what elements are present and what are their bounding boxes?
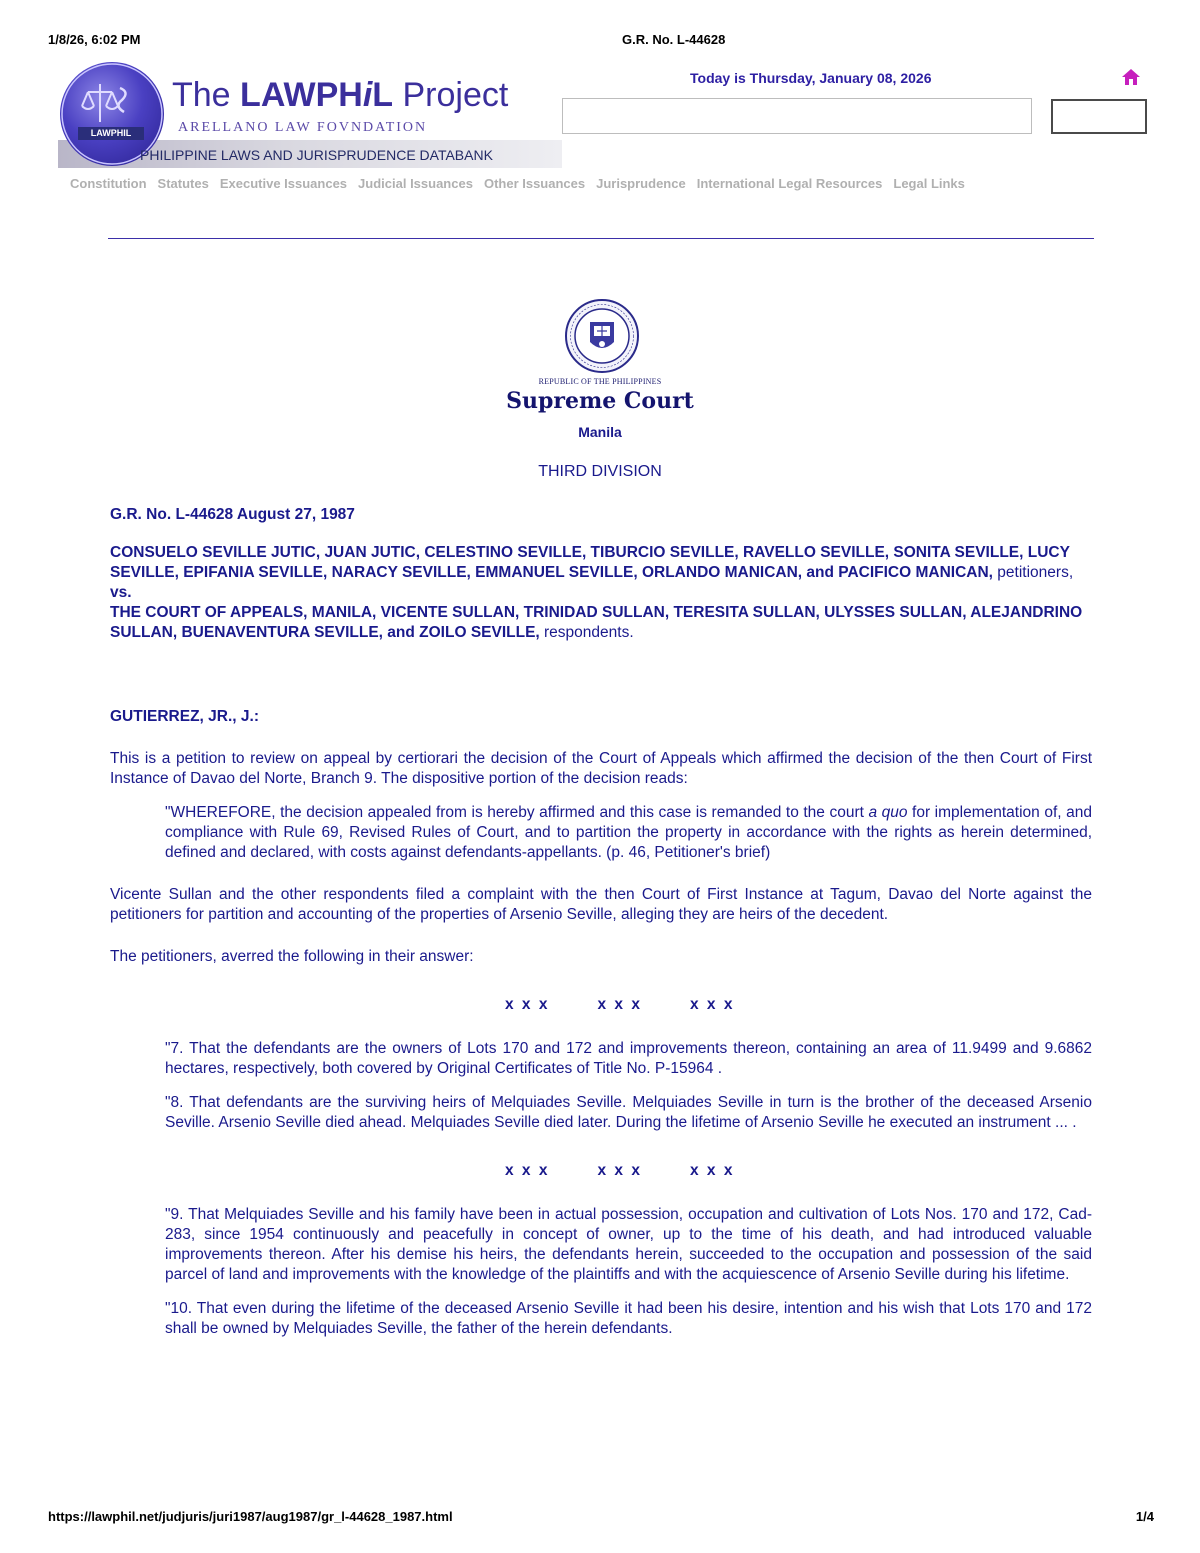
paragraph-3: The petitioners, averred the following in their answer: (110, 948, 474, 965)
lawphil-logo[interactable] (58, 62, 562, 168)
main-nav (70, 176, 965, 191)
decision-content (110, 505, 1092, 1339)
republic-label: REPUBLIC OF THE PHILIPPINES (538, 377, 662, 386)
home-icon[interactable] (1120, 66, 1142, 88)
logo-title-part: i (362, 76, 373, 114)
ellipsis-marker (505, 1161, 1092, 1181)
search-button[interactable] (1051, 99, 1147, 134)
ponente (110, 707, 1092, 727)
nav-international-legal-resources[interactable]: International Legal Resources (696, 176, 883, 191)
search-input[interactable] (562, 98, 1032, 134)
nav-constitution[interactable]: Constitution (70, 176, 147, 191)
logo-title-part: L (372, 76, 394, 114)
petitioners-names: CONSUELO SEVILLE JUTIC, JUAN JUTIC, CELESTINO SEVILLE, TIBURCIO SEVILLE, RAVELLO SEVILLE, SONITA SEVILLE, LUCY SEVILLE, EPIFANIA SEVILLE, NARACY SEVILLE, EMMANUEL SEVILLE, ORLANDO MANICAN, and PACIFICO MANICAN, (110, 544, 1070, 581)
logo-subtitle: ARELLANO LAW FOVNDATION (178, 120, 428, 135)
logo-title-part: LAWPH (240, 76, 363, 114)
nav-statutes[interactable]: Statutes (157, 176, 209, 191)
nav-judicial-issuances[interactable]: Judicial Issuances (358, 176, 473, 191)
logo-title (172, 76, 508, 115)
answer-item-9: "9. That Melquiades Seville and his family have been in actual possession, occupation and cultivation of Lots Nos. 170 and 172, Cad-283, since 1954 continuously and peacefully in concept of owner, up to the time of his death, and had introduced valuable improvements thereon. After his demise his heirs, the defendants herein, succeeded to the occupation and possession of the said parcel of land and improvements with the knowledge of the plaintiffs and with the acquiescence of Arsenio Seville during his lifetime. (165, 1206, 1092, 1283)
quote-wherefore (165, 803, 1092, 863)
quote-italic: a quo (868, 804, 908, 821)
nav-legal-links[interactable]: Legal Links (893, 176, 965, 191)
logo-band-text: PHILIPPINE LAWS AND JURISPRUDENCE DATABANK (140, 147, 493, 163)
respondents-role: respondents. (539, 624, 634, 641)
xxx: x x x (597, 996, 642, 1013)
print-url: https://lawphil.net/judjuris/juri1987/aug1987/gr_l-44628_1987.html (48, 1509, 453, 1524)
logo-title-part: The (172, 76, 241, 114)
court-city: Manila (578, 424, 622, 440)
ellipsis-marker (505, 995, 1092, 1015)
header-divider (108, 238, 1094, 239)
nav-jurisprudence[interactable]: Jurisprudence (596, 176, 686, 191)
xxx: x x x (597, 1162, 642, 1179)
versus-label: vs. (110, 584, 132, 601)
respondents-names: THE COURT OF APPEALS, MANILA, VICENTE SULLAN, TRINIDAD SULLAN, TERESITA SULLAN, ULYSSES SULLAN, ALEJANDRINO SULLAN, BUENAVENTURA SEVILLE, and ZOILO SEVILLE, (110, 604, 1083, 641)
xxx: x x x (505, 996, 550, 1013)
nav-other-issuances[interactable]: Other Issuances (483, 176, 586, 191)
court-name: Supreme Court (506, 388, 694, 414)
quote-text: "WHEREFORE, the decision appealed from is hereby affirmed and this case is remanded to the court (165, 804, 869, 821)
logo-title-part: Project (393, 76, 509, 114)
print-title: G.R. No. L-44628 (622, 32, 726, 47)
answer-item-10: "10. That even during the lifetime of the deceased Arsenio Seville it had been his desire, intention and his wish that Lots 170 and 172 shall be owned by Melquiades Seville, the father of the herein defendants. (165, 1300, 1092, 1337)
answer-item-8: "8. That defendants are the surviving heirs of Melquiades Seville. Melquiades Seville in turn is the brother of the deceased Arsenio Seville. Arsenio Seville died ahead. Melquiades Seville died later. During the lifetime of Arsenio Seville he executed an instrument ... . (165, 1094, 1092, 1131)
case-number: G.R. No. L-44628 August 27, 1987 (110, 506, 355, 523)
quote-text: for implementation of, and compliance with Rule 69, Revised Rules of Court, and to partition the property in accordance with the rights as herein determined, defined and declared, with costs against defendants-appellants. (p. 46, Petitioner's brief) (165, 804, 1092, 861)
nav-executive-issuances[interactable]: Executive Issuances (219, 176, 348, 191)
xxx: x x x (689, 996, 735, 1013)
supreme-court-seal-icon (564, 298, 640, 374)
xxx: x x x (689, 1162, 735, 1179)
case-parties (110, 543, 1092, 643)
print-page-number: 1/4 (1135, 1509, 1154, 1524)
print-datetime: 1/8/26, 6:02 PM (48, 32, 141, 47)
petitioners-role: petitioners, (993, 564, 1074, 581)
division-title: THIRD DIVISION (538, 463, 662, 480)
answer-item-7: "7. That the defendants are the owners of Lots 170 and 172 and improvements thereon, containing an area of 11.9499 and 9.6862 hectares, respectively, both covered by Original Certificates of Title No. P-15964 . (165, 1040, 1092, 1077)
xxx: x x x (505, 1162, 550, 1179)
today-date: Today is Thursday, January 08, 2026 (690, 70, 932, 86)
paragraph-2: Vicente Sullan and the other respondents filed a complaint with the then Court of First Instance at Tagum, Davao del Norte against the petitioners for partition and accounting of the properties of Arsenio Seville, alleging they are heirs of the decedent. (110, 886, 1092, 923)
ponente-text: GUTIERREZ, JR., J.: (110, 708, 259, 725)
logo-circle-label: LAWPHIL (78, 127, 144, 140)
paragraph-1: This is a petition to review on appeal by certiorari the decision of the Court of Appeals which affirmed the decision of the then Court of First Instance of Davao del Norte, Branch 9. The dispositive portion of the decision reads: (110, 750, 1092, 787)
